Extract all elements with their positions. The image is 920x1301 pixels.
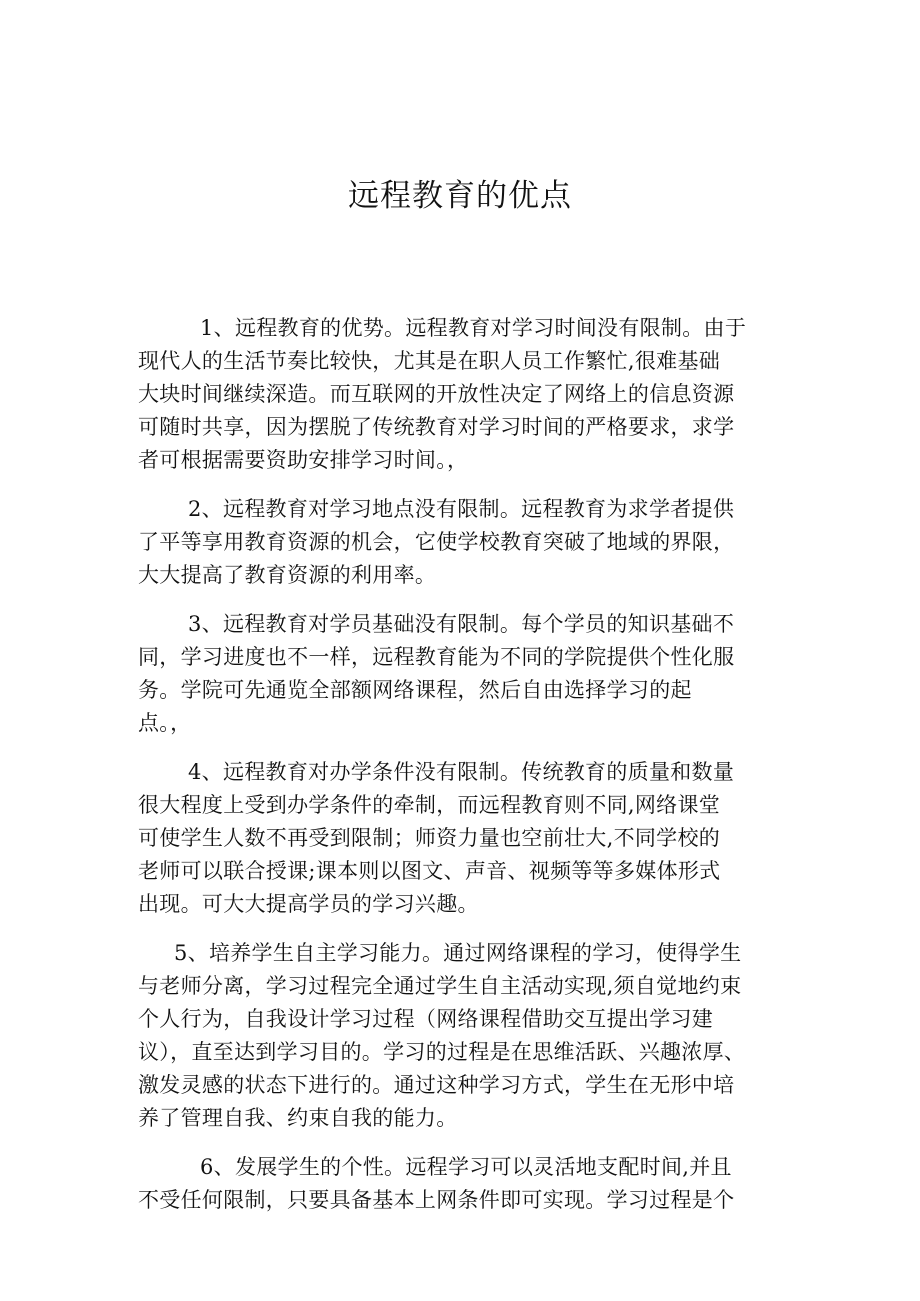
paragraph-4 [138, 756, 798, 921]
paragraph-line: 不受任何限制，只要具备基本上网条件即可实现。学习过程是个 [138, 1188, 735, 1212]
paragraph-5 [138, 937, 798, 1135]
paragraph-line: 现代人的生活节奏比较快，尤其是在职人员工作繁忙,很难基础 [138, 349, 721, 373]
paragraph-line: 议），直至达到学习目的。学习的过程是在思维活跃、兴趣浓厚、 [138, 1040, 746, 1064]
paragraph-line: 1、远程教育的优势。远程教育对学习时间没有限制。由于 [200, 316, 747, 340]
paragraph-line: 者可根据需要资助安排学习时间。， [138, 448, 469, 472]
paragraph-line: 激发灵感的状态下进行的。通过这种学习方式，学生在无形中培 [138, 1073, 735, 1097]
paragraph-line: 2、远程教育对学习地点没有限制。远程教育为求学者提供 [188, 497, 735, 521]
document-title: 远程教育的优点 [348, 178, 572, 214]
paragraph-line: 4、远程教育对办学条件没有限制。传统教育的质量和数量 [188, 760, 735, 784]
paragraph-line: 了平等享用教育资源的机会，它使学校教育突破了地域的界限， [138, 530, 735, 554]
paragraph-line: 点。， [138, 711, 192, 735]
paragraph-line: 与老师分离，学习过程完全通过学生自主活动实现,须自觉地约束 [138, 974, 742, 998]
paragraph-line: 可使学生人数不再受到限制；师资力量也空前壮大,不同学校的 [138, 826, 721, 850]
paragraph-line: 养了管理自我、约束自我的能力。 [138, 1106, 458, 1130]
paragraph-1 [138, 312, 798, 477]
paragraph-line: 大块时间继续深造。而互联网的开放性决定了网络上的信息资源 [138, 382, 735, 406]
paragraph-line: 3、远程教育对学员基础没有限制。每个学员的知识基础不 [188, 612, 735, 636]
paragraph-line: 大大提高了教育资源的利用率。 [138, 563, 437, 587]
paragraph-line: 很大程度上受到办学条件的牵制，而远程教育则不同,网络课堂 [138, 793, 721, 817]
paragraph-line: 出现。可大大提高学员的学习兴趣。 [138, 892, 479, 916]
document-body [138, 312, 798, 1233]
paragraph-2 [138, 493, 798, 592]
paragraph-6 [138, 1151, 798, 1217]
paragraph-line: 同，学习进度也不一样，远程教育能为不同的学院提供个性化服 [138, 645, 735, 669]
paragraph-line: 个人行为，自我设计学习过程（网络课程借助交互提出学习建 [138, 1007, 714, 1031]
paragraph-line: 5、培养学生自主学习能力。通过网络课程的学习，使得学生 [174, 941, 742, 965]
paragraph-line: 可随时共享，因为摆脱了传统教育对学习时间的严格要求，求学 [138, 415, 735, 439]
paragraph-line: 6、发展学生的个性。远程学习可以灵活地支配时间,并且 [200, 1155, 732, 1179]
paragraph-line: 务。学院可先通览全部额网络课程，然后自由选择学习的起 [138, 678, 692, 702]
paragraph-3 [138, 608, 798, 740]
paragraph-line: 老师可以联合授课;课本则以图文、声音、视频等等多媒体形式 [138, 859, 721, 883]
